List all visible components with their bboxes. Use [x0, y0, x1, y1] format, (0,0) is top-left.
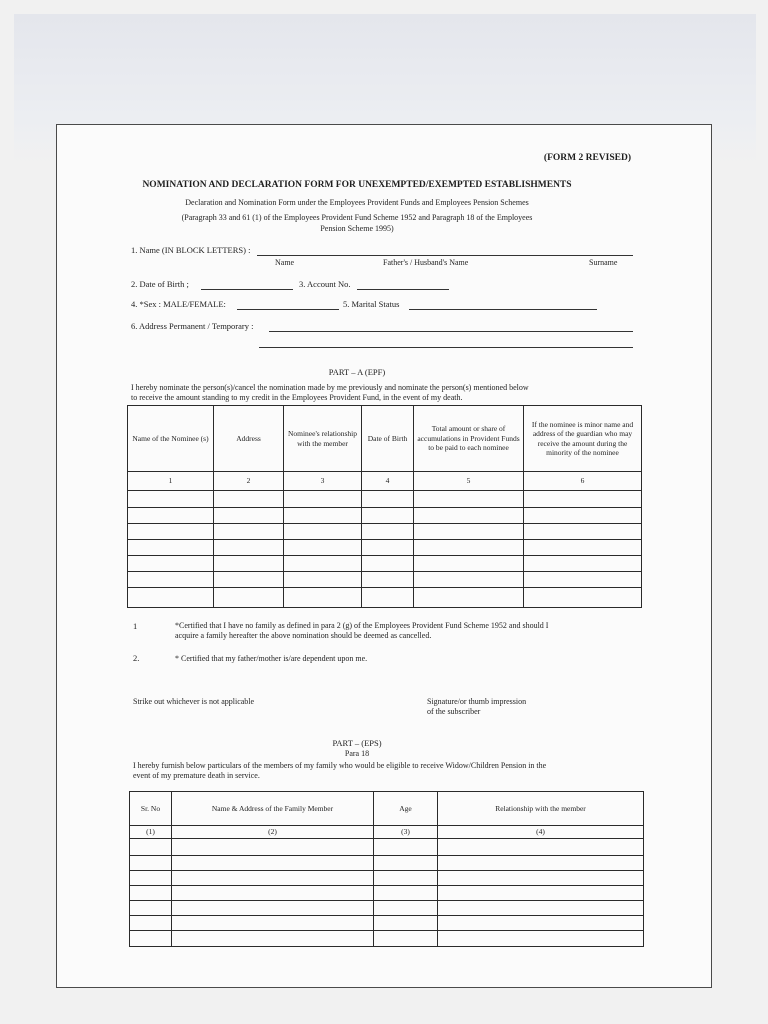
column-number: 5	[414, 472, 524, 491]
name-label: 1. Name (IN BLOCK LETTERS) :	[131, 245, 251, 255]
father-husband-sub-label: Father's / Husband's Name	[383, 258, 469, 267]
column-header-date-of-birth: Date of Birth	[362, 406, 414, 472]
account-label: 3. Account No.	[299, 279, 351, 289]
declaration-2-text: * Certified that my father/mother is/are dependent upon me.	[175, 654, 368, 663]
column-header-relationship: Nominee's relationship with the member	[284, 406, 362, 472]
column-header-relationship: Relationship with the member	[438, 792, 644, 826]
column-number-row	[130, 826, 644, 839]
column-number: 2	[214, 472, 284, 491]
declaration-1-line-2: acquire a family hereafter the above nomination should be deemed as cancelled.	[175, 631, 432, 640]
part-a-heading: PART – A (EPF)	[328, 367, 386, 377]
declaration-2-number: 2.	[133, 653, 140, 663]
column-header-family-member: Name & Address of the Family Member	[172, 792, 374, 826]
column-number: 4	[362, 472, 414, 491]
part-b-family-table	[129, 791, 644, 947]
part-b-para: Para 18	[344, 749, 370, 758]
form-subtitle: Declaration and Nomination Form under the Employees Provident Funds and Employees Pension Schemes	[185, 198, 529, 207]
signature-label-line-1: Signature/or thumb impression	[427, 697, 527, 706]
table-row[interactable]	[128, 556, 642, 572]
address-input-line-1[interactable]	[269, 331, 633, 332]
name-sub-label: Name	[275, 258, 295, 267]
account-input-line[interactable]	[357, 289, 449, 290]
part-b-intro-line-2: event of my premature death in service.	[133, 771, 260, 780]
column-header-address: Address	[214, 406, 284, 472]
column-number: 1	[128, 472, 214, 491]
marital-status-label: 5. Marital Status	[343, 299, 400, 309]
paragraph-reference-line-2: Pension Scheme 1995)	[320, 224, 394, 233]
table-row[interactable]	[130, 856, 644, 871]
column-number: (4)	[438, 826, 644, 839]
signature-label-line-2: of the subscriber	[427, 707, 481, 716]
table-row[interactable]	[128, 588, 642, 608]
table-header-row	[128, 406, 642, 472]
table-row[interactable]	[128, 540, 642, 556]
column-number-row	[128, 472, 642, 491]
form-title: NOMINATION AND DECLARATION FORM FOR UNEXEMPTED/EXEMPTED ESTABLISHMENTS	[142, 180, 572, 190]
part-b-intro-line-1: I hereby furnish below particulars of the members of my family who would be eligible to receive Widow/Children Pension in the	[133, 761, 547, 770]
table-row[interactable]	[130, 901, 644, 916]
table-row[interactable]	[128, 508, 642, 524]
column-number: (3)	[374, 826, 438, 839]
column-number: 6	[524, 472, 642, 491]
table-row[interactable]	[128, 491, 642, 508]
column-header-share-amount: Total amount or share of accumulations in Provident Funds to be paid to each nominee	[414, 406, 524, 472]
name-input-line[interactable]	[257, 255, 633, 256]
form-page	[56, 124, 712, 988]
table-row[interactable]	[128, 572, 642, 588]
table-row[interactable]	[130, 916, 644, 931]
dob-input-line[interactable]	[201, 289, 293, 290]
declaration-1-number: 1	[133, 621, 138, 631]
table-row[interactable]	[128, 524, 642, 540]
table-row[interactable]	[130, 871, 644, 886]
column-number: (1)	[130, 826, 172, 839]
declaration-1-line-1: *Certified that I have no family as defined in para 2 (g) of the Employees Provident Fund Scheme 1952 and should I	[175, 621, 549, 630]
column-header-nominee-name: Name of the Nominee (s)	[128, 406, 214, 472]
table-row[interactable]	[130, 886, 644, 901]
table-row[interactable]	[130, 931, 644, 947]
address-input-line-2[interactable]	[259, 347, 633, 348]
sex-input-line[interactable]	[237, 309, 339, 310]
address-label: 6. Address Permanent / Temporary :	[131, 321, 254, 331]
column-header-guardian: If the nominee is minor name and address of the guardian who may receive the amount during the minority of the nominee	[524, 406, 642, 472]
column-number: 3	[284, 472, 362, 491]
part-a-intro-line-2: to receive the amount standing to my credit in the Employees Provident Fund, in the event of my death.	[131, 393, 463, 402]
marital-status-input-line[interactable]	[409, 309, 597, 310]
table-header-row	[130, 792, 644, 826]
dob-label: 2. Date of Birth ;	[131, 279, 189, 289]
strike-out-note: Strike out whichever is not applicable	[133, 697, 255, 706]
surname-sub-label: Surname	[589, 258, 618, 267]
form-number: (FORM 2 REVISED)	[543, 153, 631, 163]
paragraph-reference-line-1: (Paragraph 33 and 61 (1) of the Employees Provident Fund Scheme 1952 and Paragraph 18 of the Employees	[181, 213, 533, 222]
part-a-intro-line-1: I hereby nominate the person(s)/cancel the nomination made by me previously and nominate the person(s) mentioned below	[131, 383, 529, 392]
part-a-nominee-table	[127, 405, 642, 608]
part-b-heading: PART – (EPS)	[332, 738, 382, 748]
table-row[interactable]	[130, 839, 644, 856]
column-number: (2)	[172, 826, 374, 839]
sex-label: 4. *Sex : MALE/FEMALE:	[131, 299, 226, 309]
column-header-sr-no: Sr. No	[130, 792, 172, 826]
column-header-age: Age	[374, 792, 438, 826]
